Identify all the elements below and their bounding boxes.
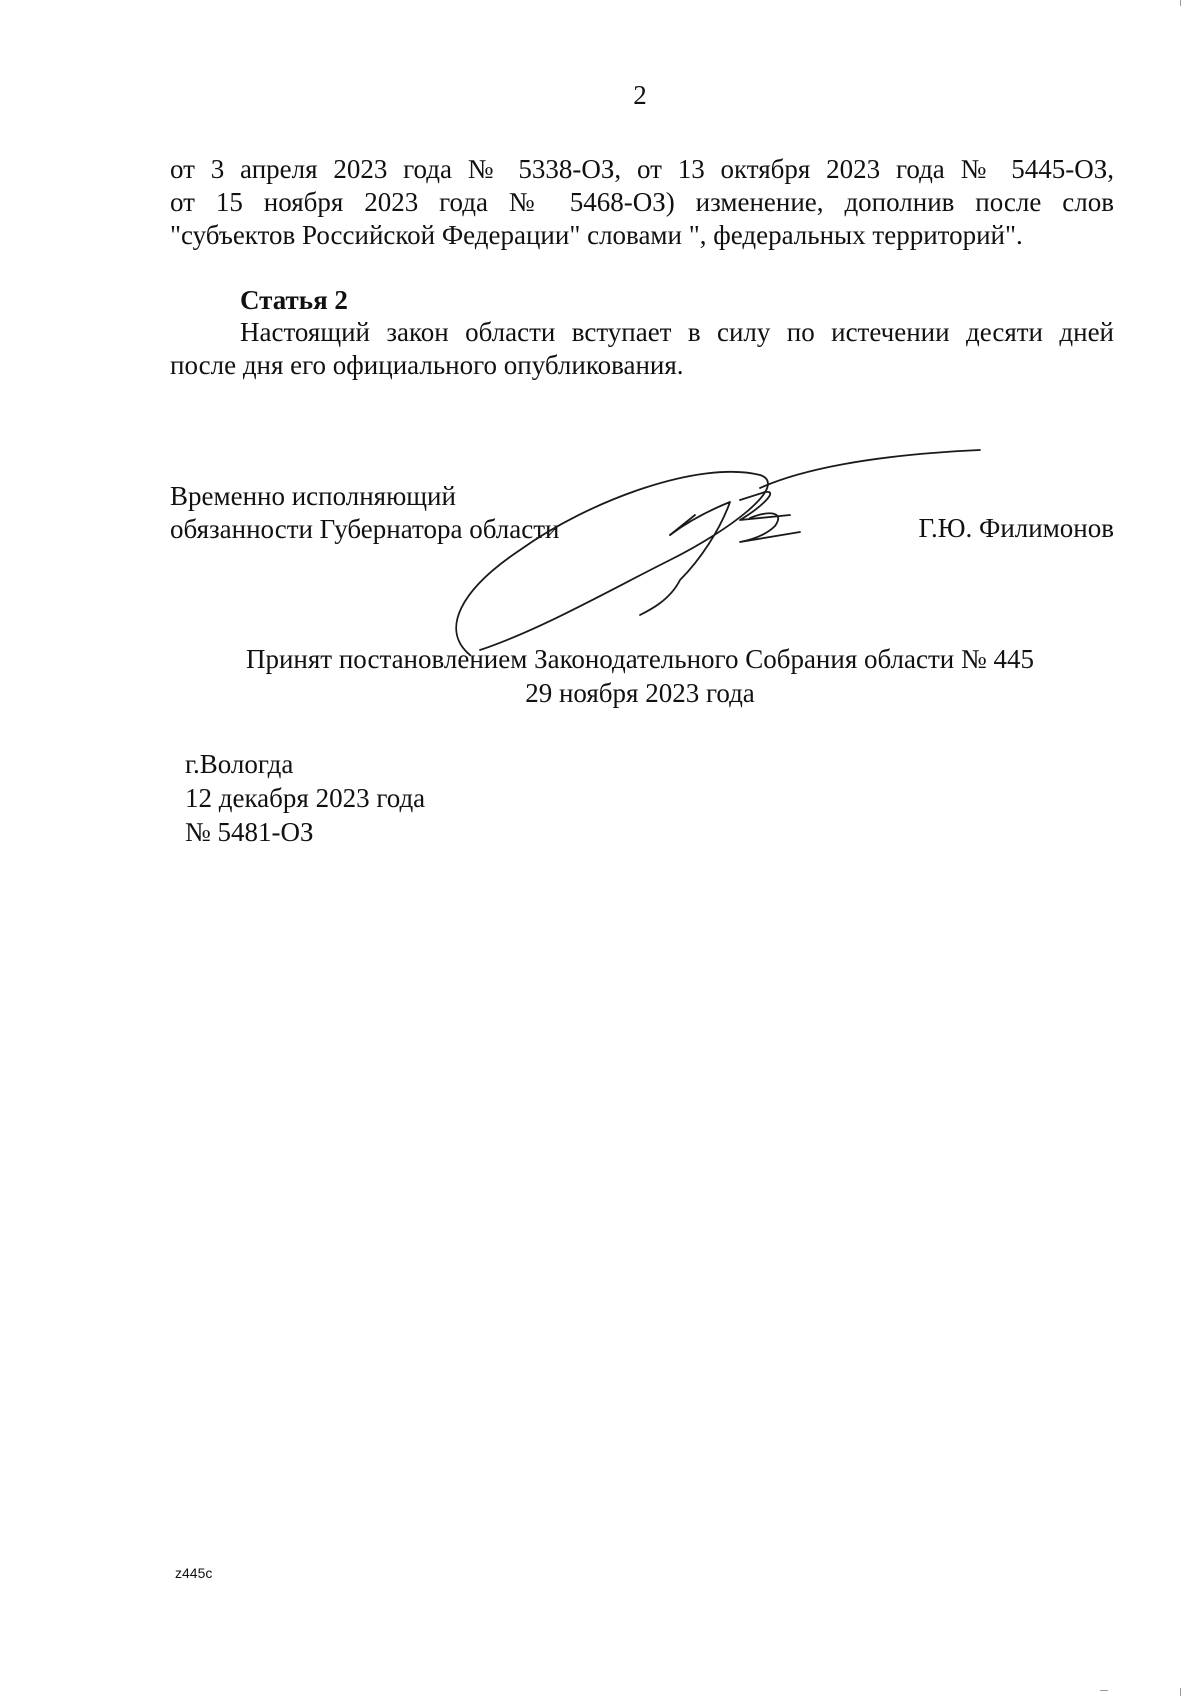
article-title: Статья 2	[240, 285, 348, 315]
page-number: 2	[633, 80, 647, 110]
article-paragraph	[170, 316, 1114, 382]
place-and-date	[185, 747, 425, 849]
document-code: z445c	[175, 1565, 213, 1581]
paragraph-line: от 3 апреля 2023 года № 5338-ОЗ, от 13 октября 2023 года № 5445-ОЗ,	[170, 154, 1114, 184]
signatory-role-line: Временно исполняющий	[170, 481, 456, 511]
paragraph-line: после дня его официального опубликования.	[170, 350, 684, 380]
city: г.Вологда	[185, 749, 294, 779]
signing-date: 12 декабря 2023 года	[185, 783, 426, 813]
paragraph-line: "субъектов Российской Федерации" словами ", федеральных территорий".	[170, 220, 1023, 250]
paragraph-line: Настоящий закон области вступает в силу по истечении десяти дней	[240, 317, 1114, 347]
paragraph-line: от 15 ноября 2023 года № 5468-ОЗ) изменение, дополнив после слов	[170, 187, 1114, 217]
law-number: № 5481-ОЗ	[185, 817, 314, 847]
scan-artifact	[1180, 0, 1181, 6]
adoption-line: Принят постановлением Законодательного Собрания области № 445	[245, 644, 1035, 674]
signatory-name: Г.Ю. Филимонов	[918, 513, 1114, 543]
scan-artifact	[1100, 1690, 1108, 1691]
signatory-role-line: обязанности Губернатора области	[170, 514, 560, 544]
scan-artifact	[1180, 1688, 1181, 1696]
adoption-date: 29 ноября 2023 года	[525, 678, 755, 708]
adoption-note	[0, 642, 1200, 710]
amendment-paragraph	[170, 153, 1114, 252]
